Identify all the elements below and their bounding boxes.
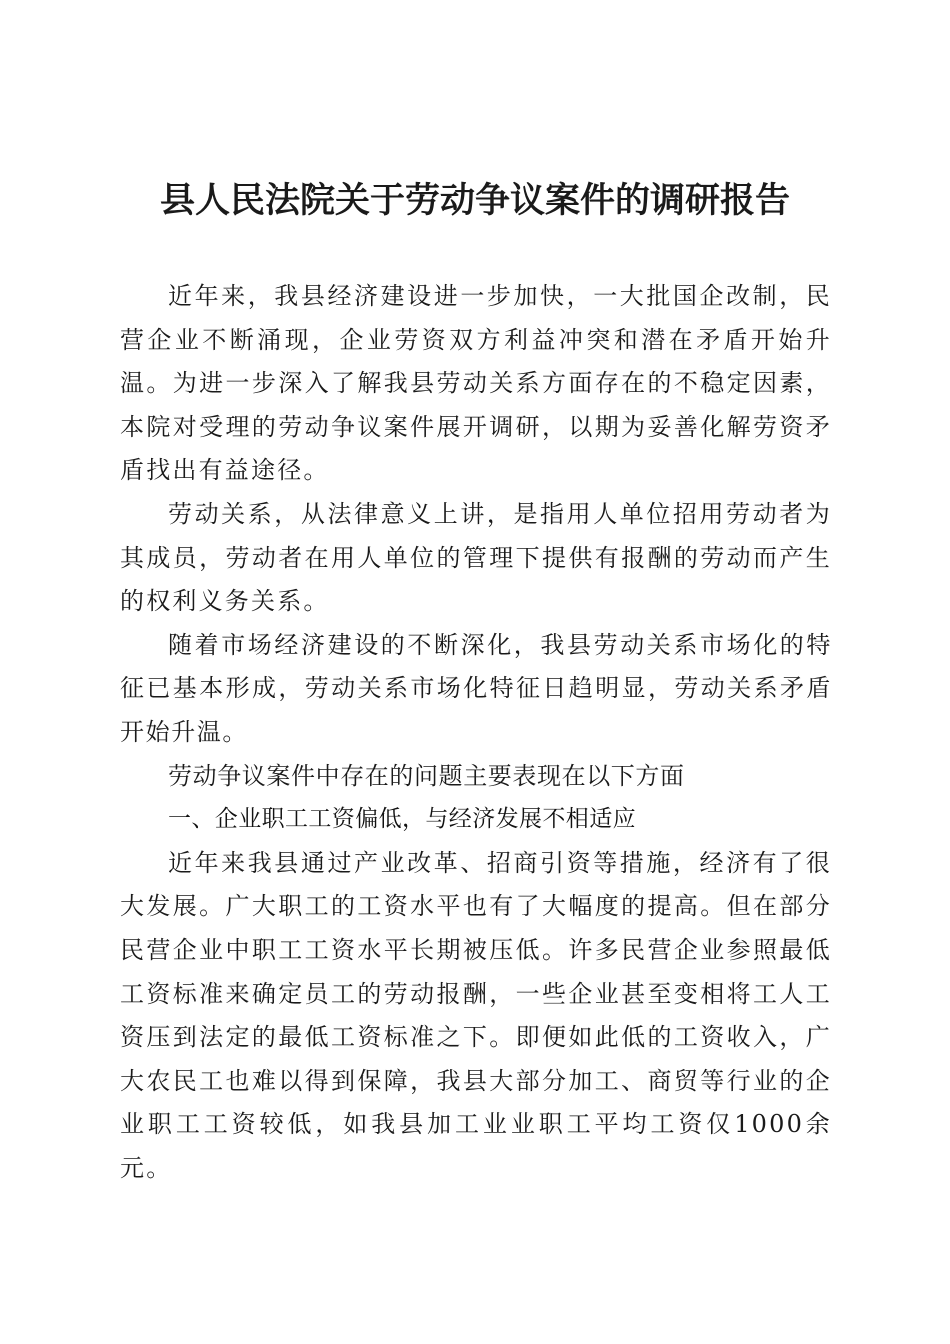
paragraph-problems-intro: 劳动争议案件中存在的问题主要表现在以下方面: [168, 761, 685, 790]
paragraph-intro: 近年来，我县经济建设进一步加快，一大批国企改制，民营企业不断涌现，企业劳资双方利益冲突和潜在矛盾开始升温。为进一步深入了解我县劳动关系方面存在的不稳定因素，本院对受理的劳动争议案件展开调研，以期为妥善化解劳资矛盾找出有益途径。: [120, 282, 832, 485]
document-body: [120, 275, 832, 1190]
paragraph-low-wages: 近年来我县通过产业改革、招商引资等措施，经济有了很大发展。广大职工的工资水平也有了大幅度的提高。但在部分民营企业中职工工资水平长期被压低。许多民营企业参照最低工资标准来确定员工的劳动报酬，一些企业甚至变相将工人工资压到法定的最低工资标准之下。即便如此低的工资收入，广大农民工也难以得到保障，我县大部分加工、商贸等行业的企业职工工资较低，如我县加工业业职工平均工资仅1000余元。: [120, 848, 832, 1182]
paragraph-labor-relation-definition: 劳动关系，从法律意义上讲，是指用人单位招用劳动者为其成员，劳动者在用人单位的管理下提供有报酬的劳动而产生的权利义务关系。: [120, 499, 832, 616]
section-heading-1: 一、企业职工工资偏低，与经济发展不相适应: [168, 806, 636, 833]
paragraph-market-economy: 随着市场经济建设的不断深化，我县劳动关系市场化的特征已基本形成，劳动关系市场化特征日趋明显，劳动关系矛盾开始升温。: [120, 630, 832, 746]
document-title: 县人民法院关于劳动争议案件的调研报告: [159, 180, 790, 221]
